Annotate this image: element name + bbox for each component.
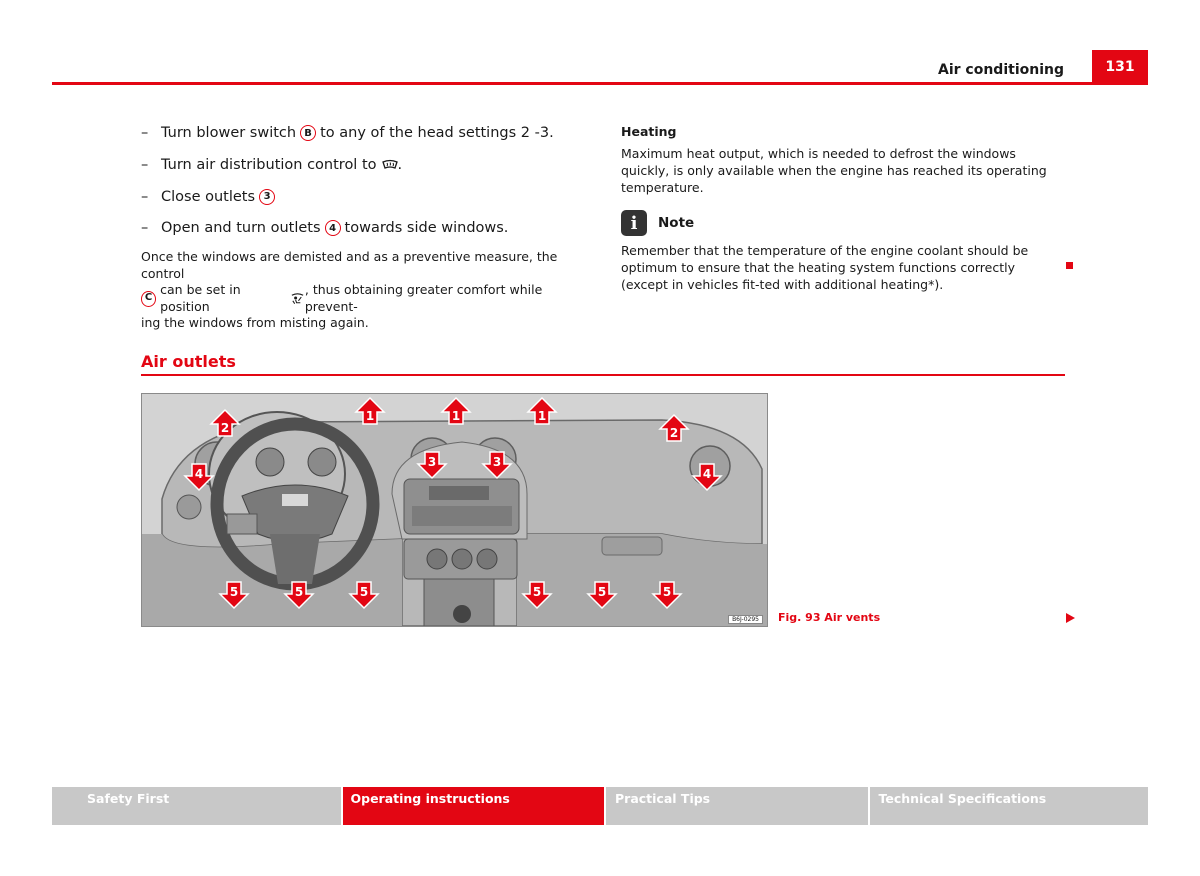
outlet-label: 5 (229, 585, 239, 599)
step-text: towards side windows. (344, 220, 509, 237)
footer-tab-safety-first[interactable]: Safety First (52, 787, 341, 825)
note-label: Note (658, 215, 695, 231)
outlet-label: 3 (492, 455, 502, 469)
ref-badge: C (141, 291, 156, 307)
page-number: 131 (1092, 50, 1148, 84)
dash: – (141, 125, 149, 141)
outlet-label: 5 (532, 585, 542, 599)
ref-badge: 4 (325, 220, 341, 236)
instructions-column (141, 122, 581, 332)
outlet-label: 4 (194, 467, 204, 481)
note-text: Remember that the temperature of the engine coolant should be optimum to ensure that the heating system functions correctly (except in vehicles fit-ted with additional heating*). (621, 243, 1029, 292)
heating-heading: Heating (621, 124, 677, 139)
outlet-label: 5 (359, 585, 369, 599)
step-distribution (141, 154, 581, 176)
section-end-marker (1066, 262, 1073, 269)
step-close-outlets (141, 186, 581, 208)
paragraph-text: , thus obtaining greater comfort while prevent- (304, 282, 543, 314)
air-outlets-heading: Air outlets (141, 352, 236, 371)
outlet-label: 3 (427, 455, 437, 469)
section-title: Air conditioning (938, 62, 1064, 78)
footer-tab-operating-instructions[interactable]: Operating instructions (343, 787, 605, 825)
step-text: Close outlets (161, 188, 256, 205)
outlet-label: 4 (702, 467, 712, 481)
outlet-label: 5 (597, 585, 607, 599)
outlet-label: 2 (669, 426, 679, 440)
header-rule (52, 82, 1148, 85)
step-text: . (397, 156, 403, 173)
heating-text: Maximum heat output, which is needed to defrost the windows quickly, is only available when the engine has reached its operating temperature. (621, 146, 1047, 195)
step-text: Turn air distribution control to (161, 156, 377, 173)
figure-code: B6J-0295 (728, 615, 763, 624)
paragraph-text: can be set in position (160, 282, 241, 314)
note-header (621, 210, 1061, 236)
outlet-label: 5 (662, 585, 672, 599)
figure-caption: Fig. 93 Air vents (778, 611, 881, 624)
paragraph-line: Once the windows are demisted and as a preventive measure, the control (141, 249, 558, 281)
dash: – (141, 156, 149, 173)
step-text: Open and turn outlets (161, 220, 321, 237)
demist-paragraph (141, 249, 581, 332)
outlet-label: 2 (220, 421, 230, 435)
info-icon: i (621, 210, 647, 236)
next-page-arrow-icon (1066, 613, 1075, 623)
air-outlets-rule (141, 374, 1065, 376)
ref-badge: B (300, 125, 316, 141)
footwell-windscreen-icon (290, 292, 305, 305)
ref-badge: 3 (259, 189, 275, 205)
paragraph-line: ing the windows from misting again. (141, 315, 369, 331)
info-column (621, 124, 1061, 293)
footer-tab-practical-tips[interactable]: Practical Tips (606, 787, 868, 825)
step-open-outlets (141, 217, 581, 239)
dashboard-figure (141, 393, 768, 627)
step-text: to any of the head settings 2 -3. (320, 125, 554, 141)
outlet-label: 5 (294, 585, 304, 599)
dash: – (141, 220, 149, 237)
outlet-label: 1 (365, 409, 375, 423)
outlet-label: 1 (451, 409, 461, 423)
windscreen-defrost-icon (382, 159, 398, 171)
outlet-label: 1 (537, 409, 547, 423)
footer-tab-technical-specifications[interactable]: Technical Specifications (870, 787, 1148, 825)
dash: – (141, 188, 149, 205)
paragraph-line (141, 282, 581, 315)
dashboard-illustration (142, 394, 767, 626)
footer-nav (52, 787, 1148, 825)
step-blower (141, 122, 581, 144)
step-text: Turn blower switch (161, 125, 297, 141)
